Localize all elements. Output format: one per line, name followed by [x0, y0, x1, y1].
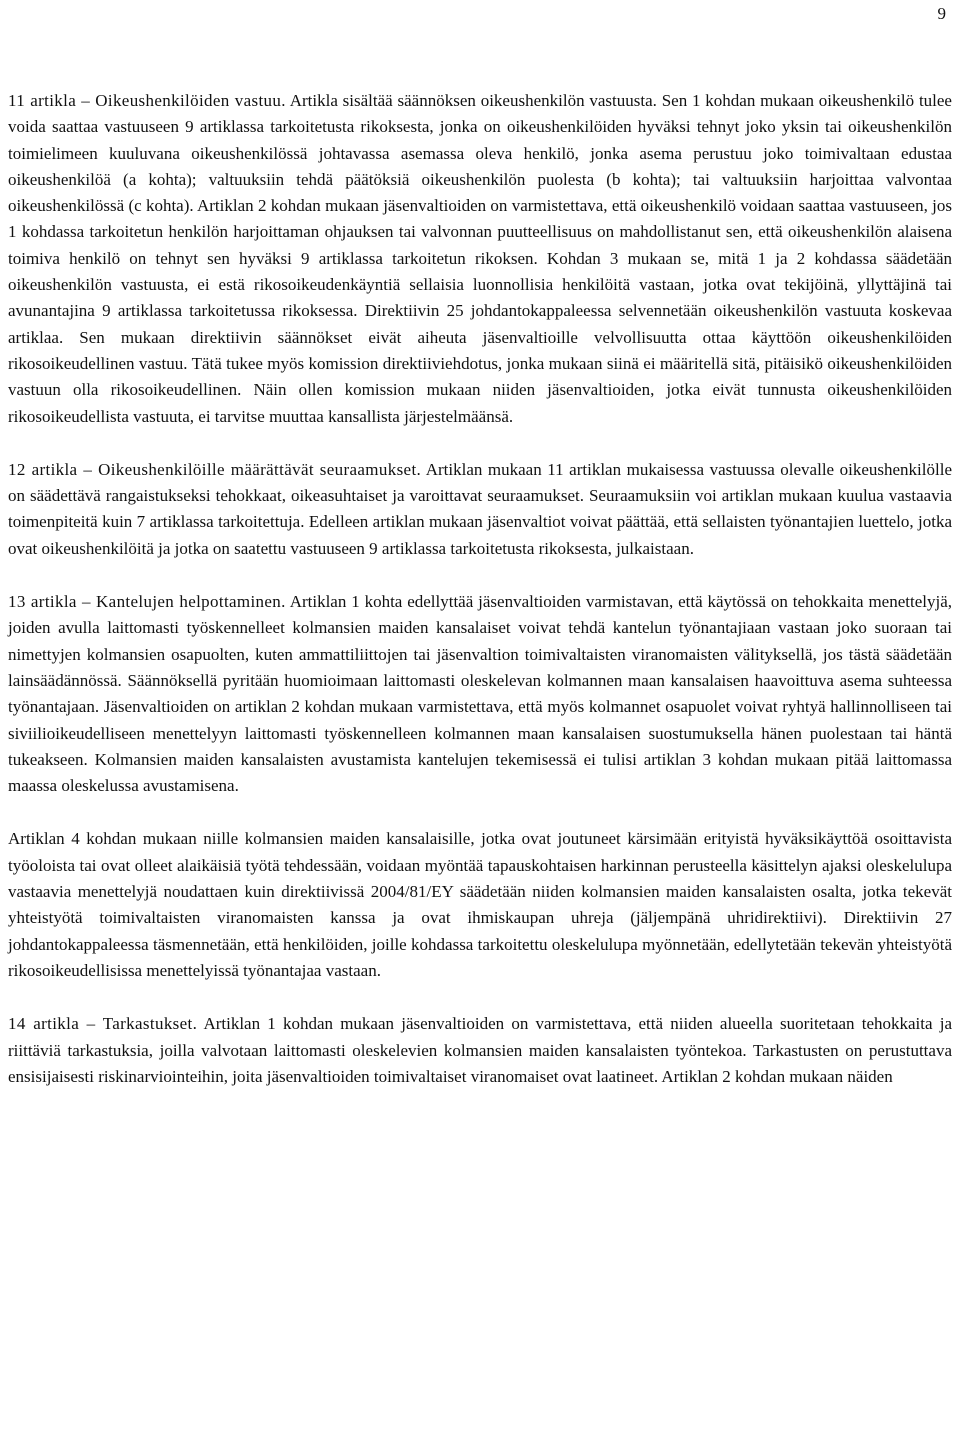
paragraph-article-13-section-4 — [8, 826, 952, 984]
document-body — [8, 88, 952, 1117]
article-12-text: Artiklan mukaan 11 artiklan mukaisessa vastuussa olevalle oikeushenkilölle on säädettävä rangaistukseksi tehokkaat, oikeasuhtaiset ja varoittavat seuraamukset. Seuraamuksiin voi artiklan mukaan kuulua vastaavia toimenpiteitä kuin 7 artiklassa tarkoitettuja. Edelleen artiklan mukaan jäsenvaltiot voivat päättää, että sellaisten työnantajien luettelo, jotka ovat oikeushenkilöitä ja jotka on saatettu vastuuseen 9 artiklassa tarkoitetusta rikoksesta, julkaistaan. — [8, 459, 952, 558]
article-13-text: Artiklan 1 kohta edellyttää jäsenvaltioiden varmistavan, että käytössä on tehokkaita menettelyjä, joiden avulla laittomasti työskennelleet kolmansien maiden kansalaiset voivat tehdä kantelun työnantajiaan vastaan joko suoraan tai nimettyjen kolmansien osapuolten, kuten ammattiliittojen tai jäsenvaltion toimivaltaisten viranomaisten välityksellä, jos tästä säädetään lainsäädännössä. Säännöksellä pyritään huomioimaan laittomasti oleskelevan kolmannen maan kansalaisen haavoittuva asema suhteessa työnantajaan. Jäsenvaltioiden on artiklan 2 kohdan mukaan varmistettava, että myös kolmannet osapuolet voivat ryhtyä hallinnolliseen tai siviilioikeudelliseen menettelyyn laittomasti työskennelleen kolmannen maan kansalaisen suostumuksella hänen puolestaan tai häntä tukeakseen. Kolmansien maiden kansalaisten avustamista kantelujen tekemisessä ei tulisi artiklan 3 kohdan mukaan pitää laittomassa maassa oleskelussa avustamisena. — [8, 592, 952, 796]
article-13-section-4-text: Artiklan 4 kohdan mukaan niille kolmansien maiden kansalaisille, jotka ovat joutuneet kärsimään erityistä hyväksikäyttöä osoittavista työoloista tai ovat olleet alaikäisiä työtä tehdessään, voidaan myöntää tapauskohtaisen harkinnan perusteella käsittelyn ajaksi oleskelulupa vastaavia menettelyjä noudattaen kuin direktiivissä 2004/81/EY säädetään niiden kolmansien maiden kansalaisten osalta, jotka tekevät yhteistyötä toimivaltaisten viranomaisten kanssa ja ovat ihmiskaupan uhreja (jäljempänä uhridirektiivi). Direktiivin 27 johdantokappaleessa täsmennetään, että henkilöiden, joille kohdassa tarkoitettu oleskelulupa myönnetään, edellytetään tekevän yhteistyötä rikosoikeudellisissa menettelyissä työnantajaa vastaan. — [8, 829, 952, 980]
article-11-text: Artikla sisältää säännöksen oikeushenkilön vastuusta. Sen 1 kohdan mukaan oikeushenkilö tulee voida saattaa vastuuseen 9 artiklassa tarkoitetusta rikoksesta, jonka on oikeushenkilöiden hyväksi tehnyt joko yksin tai oikeushenkilön toimielimeen kuuluvana oikeushenkilössä johtavassa asemassa oleva henkilö, jonka asema perustuu joko toimivaltaan edustaa oikeushenkilöä (a kohta); valtuuksiin tehdä päätöksiä oikeushenkilön puolesta (b kohta); tai valtuuksiin harjoittaa valvontaa oikeushenkilössä (c kohta). Artiklan 2 kohdan mukaan jäsenvaltioiden on varmistettava, että oikeushenkilö voidaan saattaa vastuuseen, jos 1 kohdassa tarkoitetun henkilön harjoittaman ohjauksen tai valvonnan puutteellisuus on mahdollistanut sen, että oikeushenkilön alaisena toimiva henkilö on tehnyt sen hyväksi 9 artiklassa tarkoitetun rikoksen. Kohdan 3 mukaan se, mitä 1 ja 2 kohdassa säädetään oikeushenkilön vastuusta, ei estä rikosoikeudenkäyntiä sellaisia luonnollisia henkilöitä vastaan, jotka ovat tekijöinä, yllyttäjinä tai avunantajina 9 artiklassa tarkoitetussa rikoksessa. Direktiivin 25 johdantokappaleessa selvennetään oikeushenkilön vastuuta koskevaa artiklaa. Sen mukaan direktiivin säännökset eivät aiheuta jäsenvaltioille velvollisuutta ottaa käyttöön oikeushenkilöiden rikosoikeudellinen vastuu. Tätä tukee myös komission direktiiviehdotus, jonka mukaan siinä ei määritellä sitä, pitäisikö oikeushenkilöiden vastuun olla rikosoikeudellinen. Näin ollen komission mukaan niiden jäsenvaltioiden, jotka eivät tunnusta oikeushenkilöiden rikosoikeudellista vastuuta, ei tarvitse muuttaa kansallista järjestelmäänsä. — [8, 91, 952, 426]
page-number: 9 — [937, 4, 946, 23]
paragraph-article-12 — [8, 457, 952, 562]
paragraph-article-11 — [8, 88, 952, 430]
article-11-heading: 11 artikla – Oikeushenkilöiden vastuu. — [8, 91, 286, 110]
article-14-text: Artiklan 1 kohdan mukaan jäsenvaltioiden on varmistettava, että niiden alueella suoritetaan tehokkaita ja riittäviä tarkastuksia, joilla valvotaan laittomasti oleskelevien kolmansien maiden kansalaisten työntekoa. Tarkastusten on perustuttava ensisijaisesti riskinarviointeihin, joita jäsenvaltioiden toimivaltaiset viranomaiset ovat laatineet. Artiklan 2 kohdan mukaan näiden — [8, 1014, 952, 1086]
article-12-heading: 12 artikla – Oikeushenkilöille määrättävät seuraamukset. — [8, 459, 422, 479]
paragraph-article-13 — [8, 589, 952, 799]
paragraph-article-14 — [8, 1011, 952, 1090]
article-14-heading: 14 artikla – Tarkastukset. — [8, 1014, 198, 1034]
article-13-heading: 13 artikla – Kantelujen helpottaminen. — [8, 592, 286, 612]
